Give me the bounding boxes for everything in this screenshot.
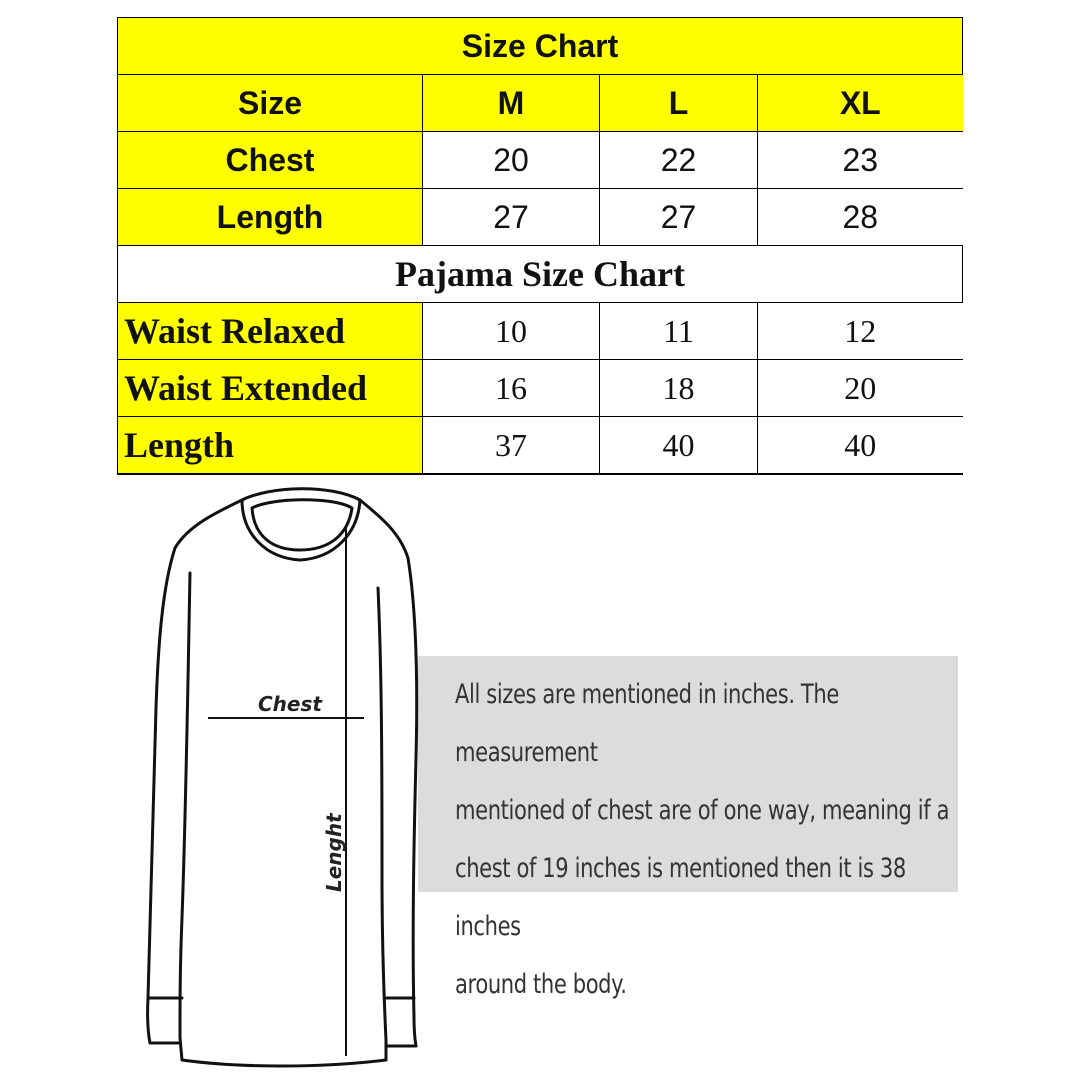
table-cell: 27 bbox=[423, 189, 600, 246]
table-row bbox=[118, 417, 963, 475]
right-shoulder-sleeve bbox=[360, 500, 417, 1046]
size-header-l: L bbox=[600, 75, 758, 132]
table-cell: 16 bbox=[423, 360, 600, 417]
length-label: Lenght bbox=[322, 813, 346, 892]
table-row bbox=[118, 189, 963, 246]
table-row bbox=[118, 360, 963, 417]
left-shoulder-sleeve bbox=[148, 500, 242, 1043]
pajama-chart-title: Pajama Size Chart bbox=[118, 246, 963, 303]
chest-label: Chest bbox=[258, 692, 322, 716]
right-cuff bbox=[386, 998, 416, 1046]
note-line: mentioned of chest are of one way, meaning if a bbox=[455, 795, 950, 826]
table-cell: 23 bbox=[758, 132, 963, 189]
note-line: chest of 19 inches is mentioned then it is 38 inches bbox=[455, 853, 906, 942]
row-label-waist-extended: Waist Extended bbox=[118, 360, 423, 417]
left-cuff bbox=[150, 998, 182, 1043]
size-header-m: M bbox=[423, 75, 600, 132]
table-cell: 20 bbox=[423, 132, 600, 189]
table-row bbox=[118, 303, 963, 360]
table-cell: 40 bbox=[600, 417, 758, 475]
size-header-label: Size bbox=[118, 75, 423, 132]
table-cell: 10 bbox=[423, 303, 600, 360]
table-cell: 40 bbox=[758, 417, 963, 475]
size-chart-table bbox=[117, 17, 963, 475]
row-label-length: Length bbox=[118, 189, 423, 246]
note-line: All sizes are mentioned in inches. The measurement bbox=[455, 679, 839, 768]
left-sleeve-inner bbox=[180, 573, 190, 1038]
size-chart-title: Size Chart bbox=[118, 18, 963, 75]
table-cell: 11 bbox=[600, 303, 758, 360]
table-cell: 37 bbox=[423, 417, 600, 475]
right-sleeve-inner bbox=[378, 588, 386, 1040]
sizing-note bbox=[455, 666, 954, 1014]
table-cell: 12 bbox=[758, 303, 963, 360]
collar-inner bbox=[252, 500, 352, 550]
table-cell: 22 bbox=[600, 132, 758, 189]
size-header-row bbox=[118, 75, 963, 132]
row-label-pajama-length: Length bbox=[118, 417, 423, 475]
table-row bbox=[118, 132, 963, 189]
table-cell: 27 bbox=[600, 189, 758, 246]
body-left-side bbox=[180, 1038, 182, 1060]
size-header-xl: XL bbox=[758, 75, 963, 132]
table-cell: 18 bbox=[600, 360, 758, 417]
row-label-waist-relaxed: Waist Relaxed bbox=[118, 303, 423, 360]
table-cell: 20 bbox=[758, 360, 963, 417]
row-label-chest: Chest bbox=[118, 132, 423, 189]
body-hem bbox=[182, 1060, 386, 1066]
note-line: around the body. bbox=[455, 969, 627, 1000]
table-cell: 28 bbox=[758, 189, 963, 246]
